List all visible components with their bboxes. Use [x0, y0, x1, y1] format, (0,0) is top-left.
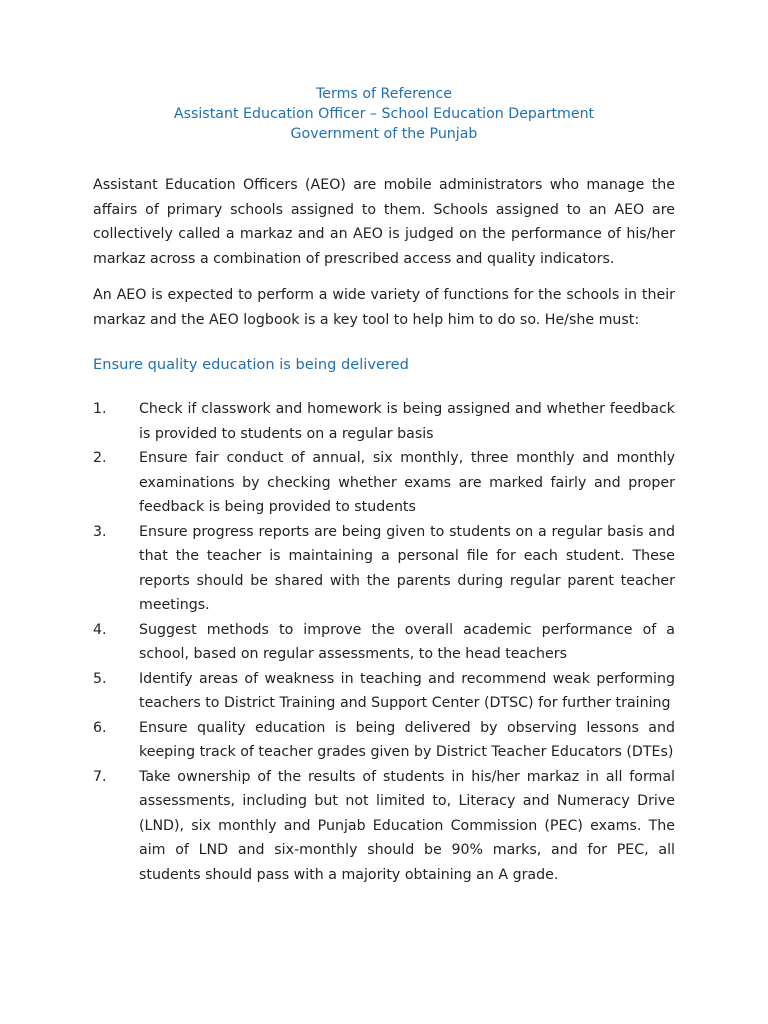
section-heading: Ensure quality education is being delivered: [93, 356, 409, 373]
list-item: [93, 397, 675, 446]
list-item-text: Suggest methods to improve the overall academic performance of a school, based on regular assessments, to the head teachers: [139, 621, 675, 662]
list-item-text: Ensure fair conduct of annual, six monthly, three monthly and monthly examinations by checking whether exams are marked fairly and proper feedback is being provided to students: [139, 450, 675, 515]
header-position: Assistant Education Officer – School Education Department: [173, 106, 595, 122]
intro-paragraph-2: An AEO is expected to perform a wide variety of functions for the schools in their markaz and the AEO logbook is a key tool to help him to do so. He/she must:: [93, 287, 675, 328]
list-item: [93, 667, 675, 716]
list-item: [93, 618, 675, 667]
header-title: Terms of Reference: [316, 86, 452, 102]
list-item-text: Take ownership of the results of students in his/her markaz in all formal assessments, including but not limited to, Literacy and Numeracy Drive (LND), six monthly and Punjab Education Commission (PEC) exams. The aim of LND and six-monthly should be 90% marks, and for PEC, all students should pass with a majority obtaining an A grade.: [139, 768, 675, 883]
header-government: Government of the Punjab: [290, 126, 478, 142]
list-item-text: Identify areas of weakness in teaching and recommend weak performing teachers to District Training and Support Center (DTSC) for further training: [139, 670, 675, 711]
duties-list: [93, 397, 675, 887]
document-header: [93, 84, 675, 144]
list-item-number: 4.: [93, 621, 107, 638]
list-item: [93, 716, 675, 765]
list-item-text: Ensure quality education is being delivered by observing lessons and keeping track of teacher grades given by District Teacher Educators (DTEs): [139, 719, 675, 760]
list-item-text: Check if classwork and homework is being assigned and whether feedback is provided to students on a regular basis: [139, 401, 675, 442]
list-item-number: 6.: [93, 719, 107, 736]
list-item-number: 3.: [93, 523, 107, 540]
list-item: [93, 520, 675, 618]
list-item-number: 7.: [93, 768, 107, 785]
list-item: [93, 446, 675, 520]
list-item-number: 1.: [93, 401, 107, 417]
list-item-number: 2.: [93, 450, 107, 466]
list-item-text: Ensure progress reports are being given to students on a regular basis and that the teacher is maintaining a personal file for each student. These reports should be shared with the parents during regular parent teacher meetings.: [139, 523, 675, 613]
list-item-number: 5.: [93, 670, 107, 687]
list-item: [93, 765, 675, 888]
intro-paragraph-1: Assistant Education Officers (AEO) are mobile administrators who manage the affairs of primary schools assigned to them. Schools assigned to an AEO are collectively called a markaz and an AEO is judged on the performance of his/her markaz across a combination of prescribed access and quality indicators.: [93, 177, 675, 267]
